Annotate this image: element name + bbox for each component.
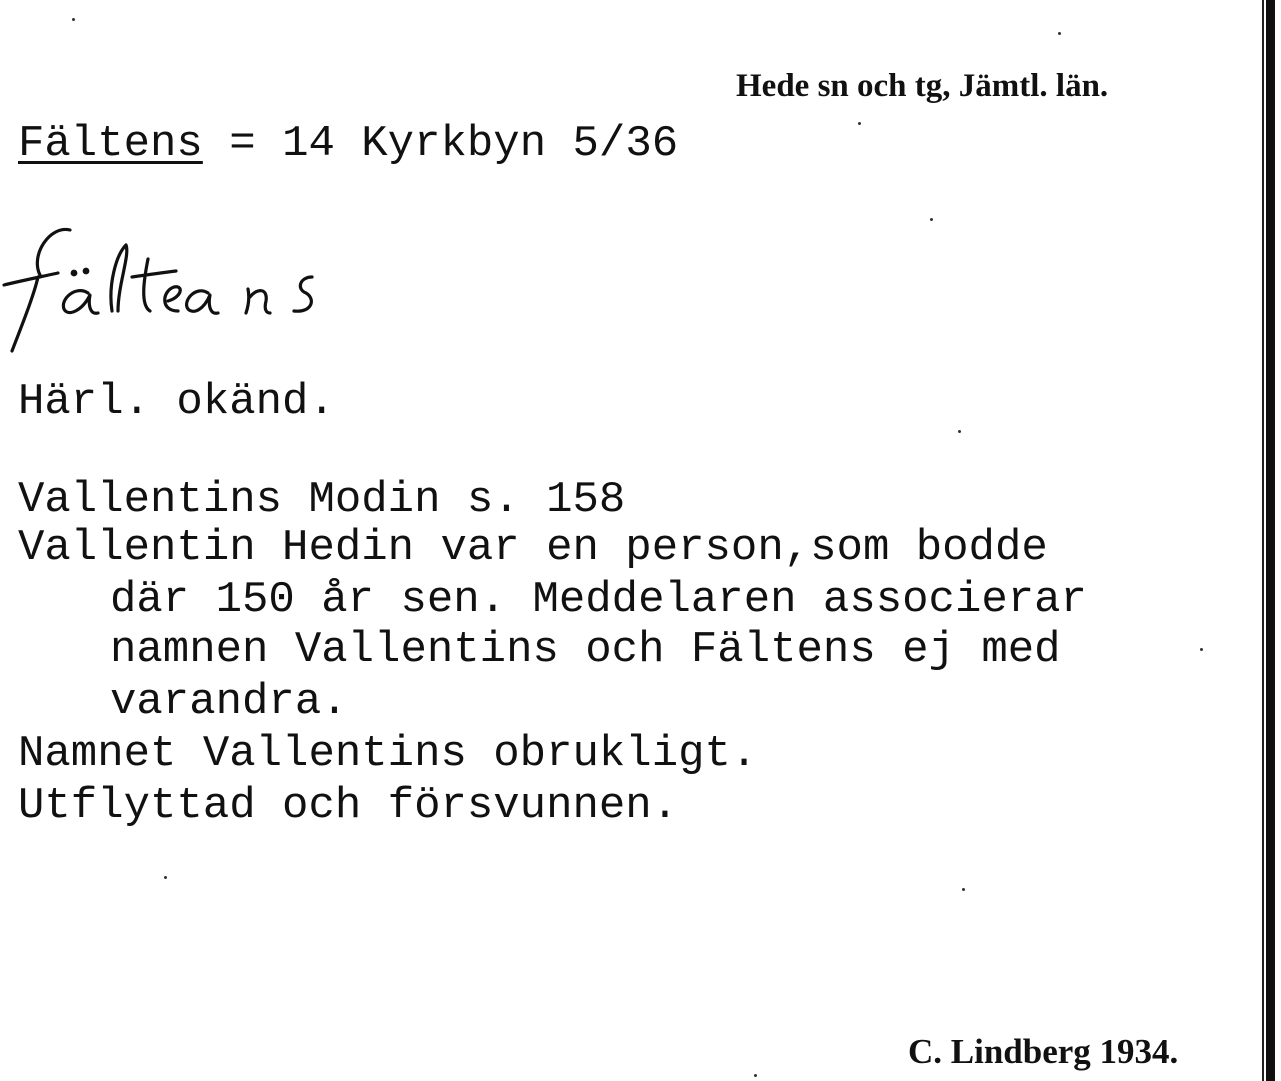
text-line-1: Vallentins Modin s. 158 — [18, 475, 626, 525]
scan-speck — [1058, 32, 1061, 35]
title-row — [18, 119, 679, 169]
text-line-2: Vallentin Hedin var en person,som bodde — [18, 523, 1048, 573]
text-line-7: Utflyttad och försvunnen. — [18, 781, 679, 831]
scan-speck — [962, 888, 965, 891]
card-edge-border — [1266, 0, 1275, 1081]
title-reference: 14 Kyrkbyn 5/36 — [282, 119, 679, 169]
origin-line: Härl. okänd. — [18, 377, 335, 427]
scan-speck — [1200, 648, 1203, 651]
title-name: Fältens — [18, 119, 203, 169]
title-equals: = — [202, 119, 283, 169]
text-line-6: Namnet Vallentins obrukligt. — [18, 729, 758, 779]
text-line-5: varandra. — [110, 677, 348, 727]
scan-speck — [930, 218, 933, 221]
handwritten-name — [0, 215, 360, 355]
text-line-3: där 150 år sen. Meddelaren associerar — [110, 575, 1087, 625]
scan-speck — [72, 18, 75, 21]
scan-speck — [958, 430, 961, 433]
text-line-4: namnen Vallentins och Fältens ej med — [110, 625, 1061, 675]
scan-speck — [164, 876, 167, 879]
signature: C. Lindberg 1934. — [908, 1032, 1179, 1071]
scan-speck — [858, 122, 861, 125]
scan-speck — [754, 1074, 757, 1077]
card-edge-line — [1262, 0, 1264, 1081]
location-header: Hede sn och tg, Jämtl. län. — [736, 68, 1109, 104]
